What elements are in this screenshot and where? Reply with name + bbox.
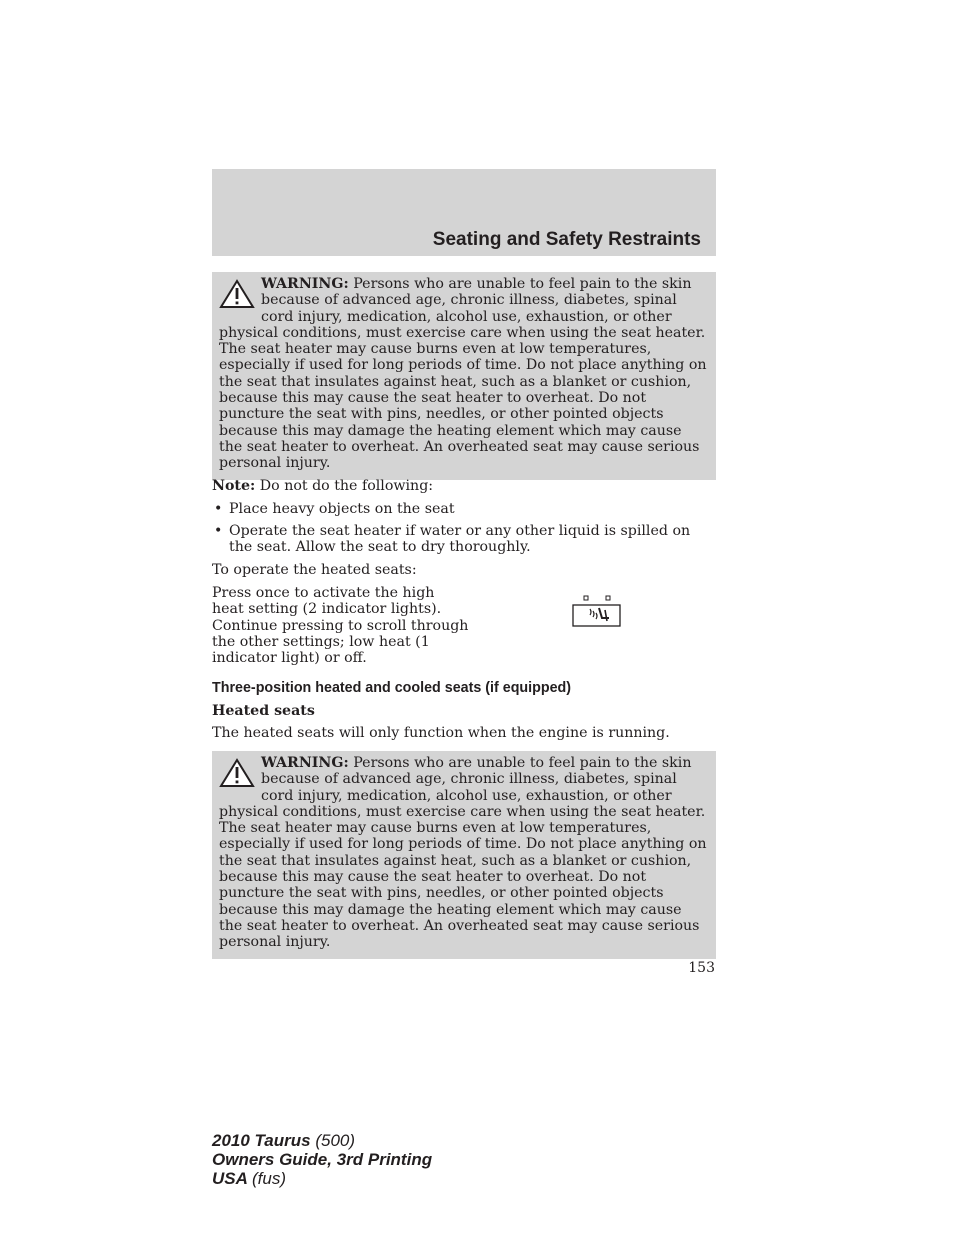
list-item-text: Place heavy objects on the seat [229,501,455,517]
bullet-dot: • [214,501,223,517]
note-paragraph [212,478,716,494]
warning-box-1 [212,272,716,480]
page-number: 153 [688,960,715,976]
footer-model: 2010 Taurus [212,1131,311,1150]
document-footer [212,1131,432,1188]
press-instructions: Press once to activate the high heat setting (2 indicator lights). Continue pressing to scroll through the other settings; low heat (1 indicator light) or off. [212,585,469,667]
warning-label: WARNING: [261,276,349,292]
heated-seats-text: The heated seats will only function when the engine is running. [212,725,670,741]
heated-seats-heading: Heated seats [212,703,315,719]
warning-label: WARNING: [261,755,349,771]
warning-text: Persons who are unable to feel pain to the skin because of advanced age, chronic illness, diabetes, spinal cord injury, medication, alcohol use, exhaustion, or other physical conditions, must exercise care when using the seat heater. The seat heater may cause burns even at low temperatures, especially if used for long periods of time. Do not place anything on the seat that insulates against heat, such as a blanket or cushion, because this may cause the seat heater to overheat. Do not puncture the seat with pins, needles, or other pointed objects because this may damage the heating element which may cause the seat heater to overheat. An overheated seat may cause serious personal injury. [219,276,707,472]
section-title: Seating and Safety Restraints [432,229,701,250]
warning-triangle-icon [219,279,255,309]
heated-seat-button-icon [572,594,622,628]
warning-triangle-icon [219,758,255,788]
list-item [212,523,716,556]
warning-box-2 [212,751,716,959]
operate-intro: To operate the heated seats: [212,562,417,578]
footer-market-code: (fus) [252,1169,286,1188]
note-text: Do not do the following: [259,478,434,494]
warning-text: Persons who are unable to feel pain to the skin because of advanced age, chronic illness, diabetes, spinal cord injury, medication, alcohol use, exhaustion, or other physical conditions, must exercise care when using the seat heater. The seat heater may cause burns even at low temperatures, especially if used for long periods of time. Do not place anything on the seat that insulates against heat, such as a blanket or cushion, because this may cause the seat heater to overheat. Do not puncture the seat with pins, needles, or other pointed objects because this may damage the heating element which may cause the seat heater to overheat. An overheated seat may cause serious personal injury. [219,755,707,951]
footer-model-code: (500) [315,1131,356,1150]
footer-line-3 [212,1169,432,1188]
list-item-text: Operate the seat heater if water or any other liquid is spilled on the seat. Allow the seat to dry thoroughly. [229,523,691,556]
note-label: Note: [212,478,256,494]
footer-line-2: Owners Guide, 3rd Printing [212,1150,433,1169]
list-item [212,501,716,517]
bullet-dot: • [214,523,223,539]
footer-market: USA [212,1169,248,1188]
section-header-band [212,169,716,256]
footer-line-1 [212,1131,432,1150]
subsection-title: Three-position heated and cooled seats (if equipped) [212,680,572,696]
